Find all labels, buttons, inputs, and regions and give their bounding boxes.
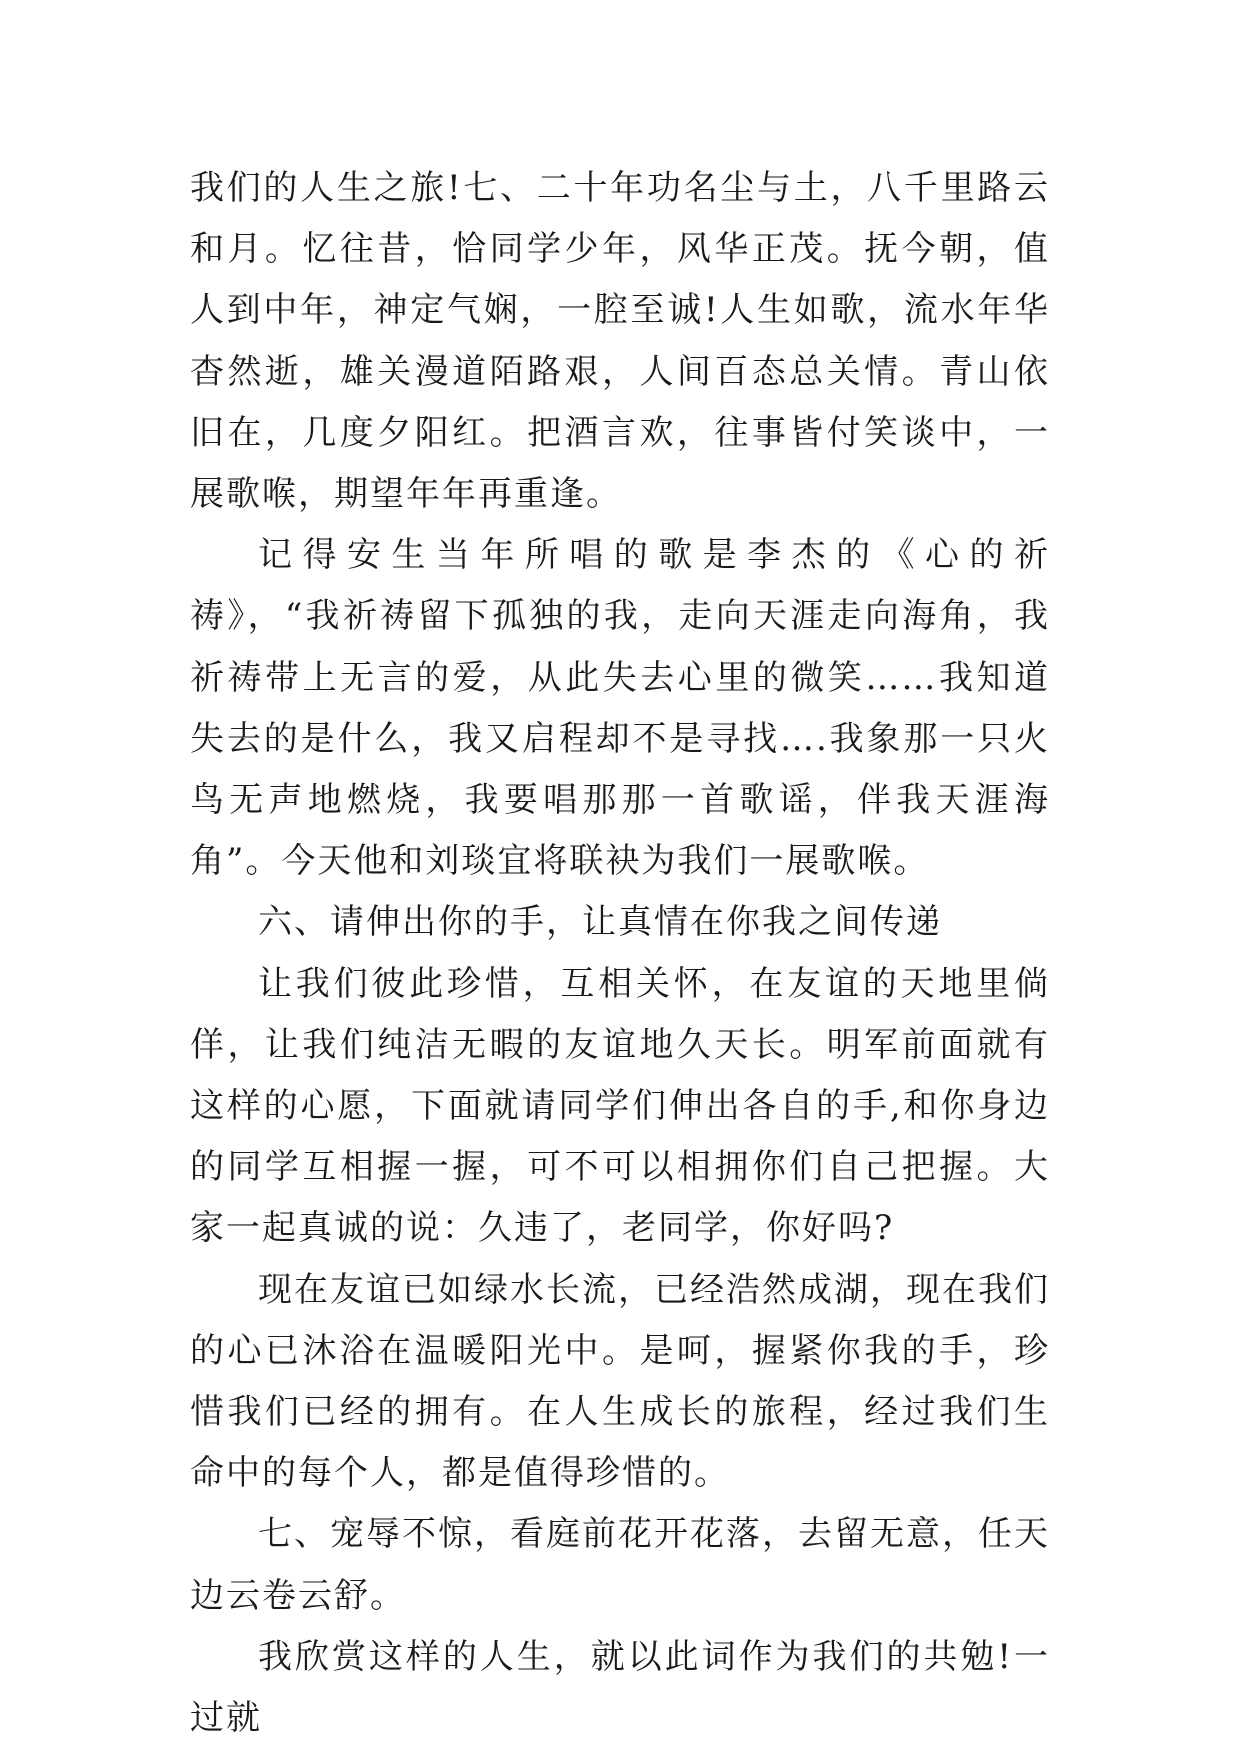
paragraph-3: 让我们彼此珍惜，互相关怀，在友谊的天地里倘佯，让我们纯洁无暇的友谊地久天长。明军前面就有这样的心愿，下面就请同学们伸出各自的手,和你身边的同学互相握一握，可不可以相拥你们自己把握。大家一起真诚的说：久违了，老同学，你好吗? [190,963,1050,1249]
paragraph-5: 我欣赏这样的人生，就以此词作为我们的共勉!一过就 [190,1636,1050,1739]
document-body [190,158,1050,1749]
section-heading-6: 六、请伸出你的手，让真情在你我之间传递 [258,902,942,943]
paragraph-4: 现在友谊已如绿水长流，已经浩然成湖，现在我们的心已沐浴在温暖阳光中。是呵，握紧你我的手，珍惜我们已经的拥有。在人生成长的旅程，经过我们生命中的每个人，都是值得珍惜的。 [190,1269,1050,1494]
paragraph-2: 记得安生当年所唱的歌是李杰的《心的祈祷》，“我祈祷留下孤独的我，走向天涯走向海角，我祈祷带上无言的爱，从此失去心里的微笑……我知道失去的是什么，我又启程却不是寻找….我象那一只火鸟无声地燃烧，我要唱那那一首歌谣，伴我天涯海角”。今天他和刘琰宜将联袂为我们一展歌喉。 [190,535,1050,882]
paragraph-1: 我们的人生之旅!七、二十年功名尘与土，八千里路云和月。忆往昔，恰同学少年，风华正茂。抚今朝，值人到中年，神定气娴，一腔至诚!人生如歌，流水年华杳然逝，雄关漫道陌路艰，人间百态总关情。青山依旧在，几度夕阳红。把酒言欢，往事皆付笑谈中，一展歌喉，期望年年再重逢。 [190,168,1050,515]
section-heading-7: 七、宠辱不惊，看庭前花开花落，去留无意，任天边云卷云舒。 [190,1514,1050,1616]
